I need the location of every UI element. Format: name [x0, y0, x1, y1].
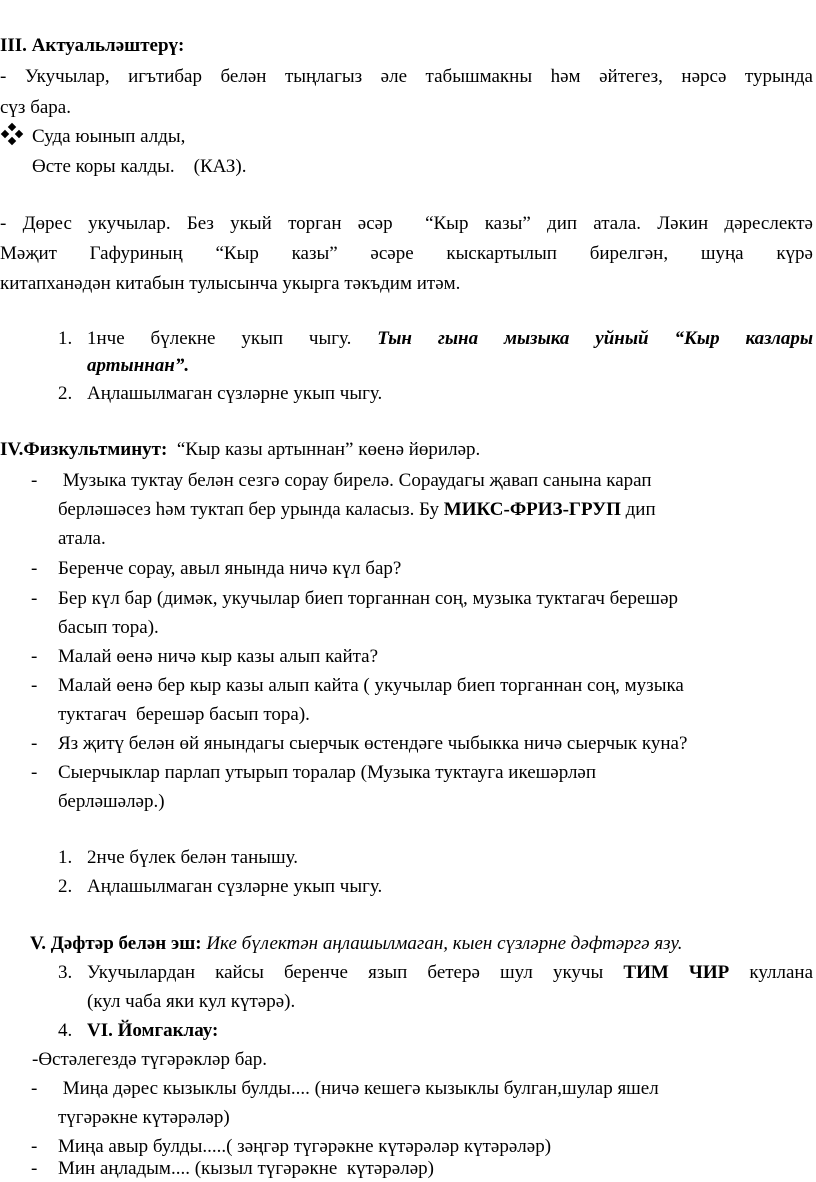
- list-item-text: Малай өенә бер кыр казы алып кайта ( укучылар биеп торганнан соң, музыка: [58, 675, 684, 696]
- list-item-text: Аңлашылмаган сүзләрне укып чыгу.: [87, 383, 383, 404]
- list-item-text-part: дип: [620, 499, 656, 520]
- list-item-text: туктагач берешәр басып тора).: [58, 704, 310, 725]
- section-4-heading-text: “Кыр казы артыннан” көенә йөриләр.: [167, 439, 481, 460]
- section-6-heading: VI. Йомгаклау:: [87, 1020, 219, 1041]
- list-item-text: Мин аңладым.... (кызыл түгәрәкне күтәрәләр): [58, 1158, 434, 1179]
- riddle-line-1: Суда юынып алды,: [32, 126, 186, 147]
- list-number: 2.: [58, 383, 73, 404]
- diamond-bullet-icon: [2, 124, 22, 146]
- list-item-text: түгәрәкне күтәрәләр): [58, 1107, 230, 1128]
- list-item-text-part: берләшәсез һәм туктап бер урында каласыз. Бу: [58, 499, 444, 520]
- list-item-text-part: куллана: [729, 962, 814, 983]
- dash: -: [31, 1078, 38, 1099]
- list-item-text: Беренче сорау, авыл янында ничә күл бар?: [58, 558, 402, 579]
- section-3-text-line-1: - Дөрес укучылар. Без укый торган әсәр “Кыр казы” дип атала. Ләкин дәреслектә: [0, 213, 813, 234]
- section-3-intro-line-1: - Укучылар, игътибар белән тыңлагыз әле табышмакны һәм әйтегез, нәрсә турында: [0, 66, 813, 87]
- dash: -: [31, 762, 38, 783]
- list-item-text: [58, 497, 656, 523]
- section-6-intro: -Өстәлегездә түгәрәкләр бар.: [32, 1049, 268, 1070]
- dash: -: [31, 470, 38, 491]
- list-item-text: 1нче бүлекне укып чыгу.: [87, 328, 378, 349]
- riddle-line-2: Өсте коры калды. (КАЗ).: [32, 156, 247, 177]
- list-number: 1.: [58, 328, 73, 349]
- list-item-text: Музыка туктау белән сезгә сорау бирелә. Сораудагы җавап санына карап: [58, 470, 652, 491]
- list-item-emphasis-continued: артыннан”.: [87, 355, 190, 376]
- list-item-text: басып тора).: [58, 617, 159, 638]
- list-item-emphasis: Тын гына мызыка уйный “Кыр казлары: [377, 328, 813, 349]
- section-3-heading: III. Актуальләштерү:: [0, 35, 185, 56]
- list-item-text: [87, 960, 813, 986]
- list-number: 3.: [58, 962, 73, 983]
- section-5-heading-italic: Ике бүлектән аңлашылмаган, кыен сүзләрне дәфтәргә язу.: [201, 933, 683, 954]
- list-item-text: атала.: [58, 528, 106, 549]
- dash: -: [31, 588, 38, 609]
- list-number: 2.: [58, 876, 73, 897]
- list-item-text: Миңа дәрес кызыклы булды.... (ничә кешегә кызыклы булган,шулар яшел: [58, 1078, 659, 1099]
- list-item-text: берләшәләр.): [58, 791, 165, 812]
- section-5-heading: [30, 931, 682, 957]
- section-4-heading-bold: IV.Физкультминут:: [0, 439, 168, 460]
- dash: -: [31, 675, 38, 696]
- dash: -: [31, 1158, 38, 1179]
- section-3-intro-line-2: сүз бара.: [0, 97, 71, 118]
- dash: -: [31, 646, 38, 667]
- list-item-text: (кул чаба яки кул күтәрә).: [87, 991, 296, 1012]
- dash: -: [31, 1136, 38, 1157]
- list-item-text: Малай өенә ничә кыр казы алып кайта?: [58, 646, 379, 667]
- section-5-heading-bold: V. Дәфтәр белән эш:: [30, 933, 202, 954]
- list-item-reading-part-1: [87, 326, 813, 352]
- section-3-text-line-3: китапханәдән китабын тулысынча укырга тәкъдим итәм.: [0, 273, 461, 294]
- section-4-heading: [0, 437, 480, 463]
- section-3-text-line-2: Мәҗит Гафуриның “Кыр казы” әсәре кыскартылып бирелгән, шуңа күрә: [0, 243, 813, 264]
- list-item-term: ТИМ ЧИР: [623, 962, 730, 983]
- dash: -: [31, 733, 38, 754]
- list-number: 1.: [58, 847, 73, 868]
- list-item-text: 2нче бүлек белән танышу.: [87, 847, 299, 868]
- dash: -: [31, 558, 38, 579]
- list-item-text-part: Укучылардан кайсы беренче язып бетерә шул укучы: [87, 962, 624, 983]
- list-item-text: Миңа авыр булды.....( зәңгәр түгәрәкне күтәрәләр күтәрәләр): [58, 1136, 552, 1157]
- list-item-text: Аңлашылмаган сүзләрне укып чыгу.: [87, 876, 383, 897]
- list-item-text: Бер күл бар (димәк, укучылар биеп торганнан соң, музыка туктагач берешәр: [58, 588, 678, 609]
- list-item-text: Сыерчыклар парлап утырып торалар (Музыка туктауга икешәрләп: [58, 762, 597, 783]
- list-item-term: МИКС-ФРИЗ-ГРУП: [443, 499, 621, 520]
- list-number: 4.: [58, 1020, 73, 1041]
- list-item-text: Яз җитү белән өй янындагы сыерчык өстендәге чыбыкка ничә сыерчык куна?: [58, 733, 688, 754]
